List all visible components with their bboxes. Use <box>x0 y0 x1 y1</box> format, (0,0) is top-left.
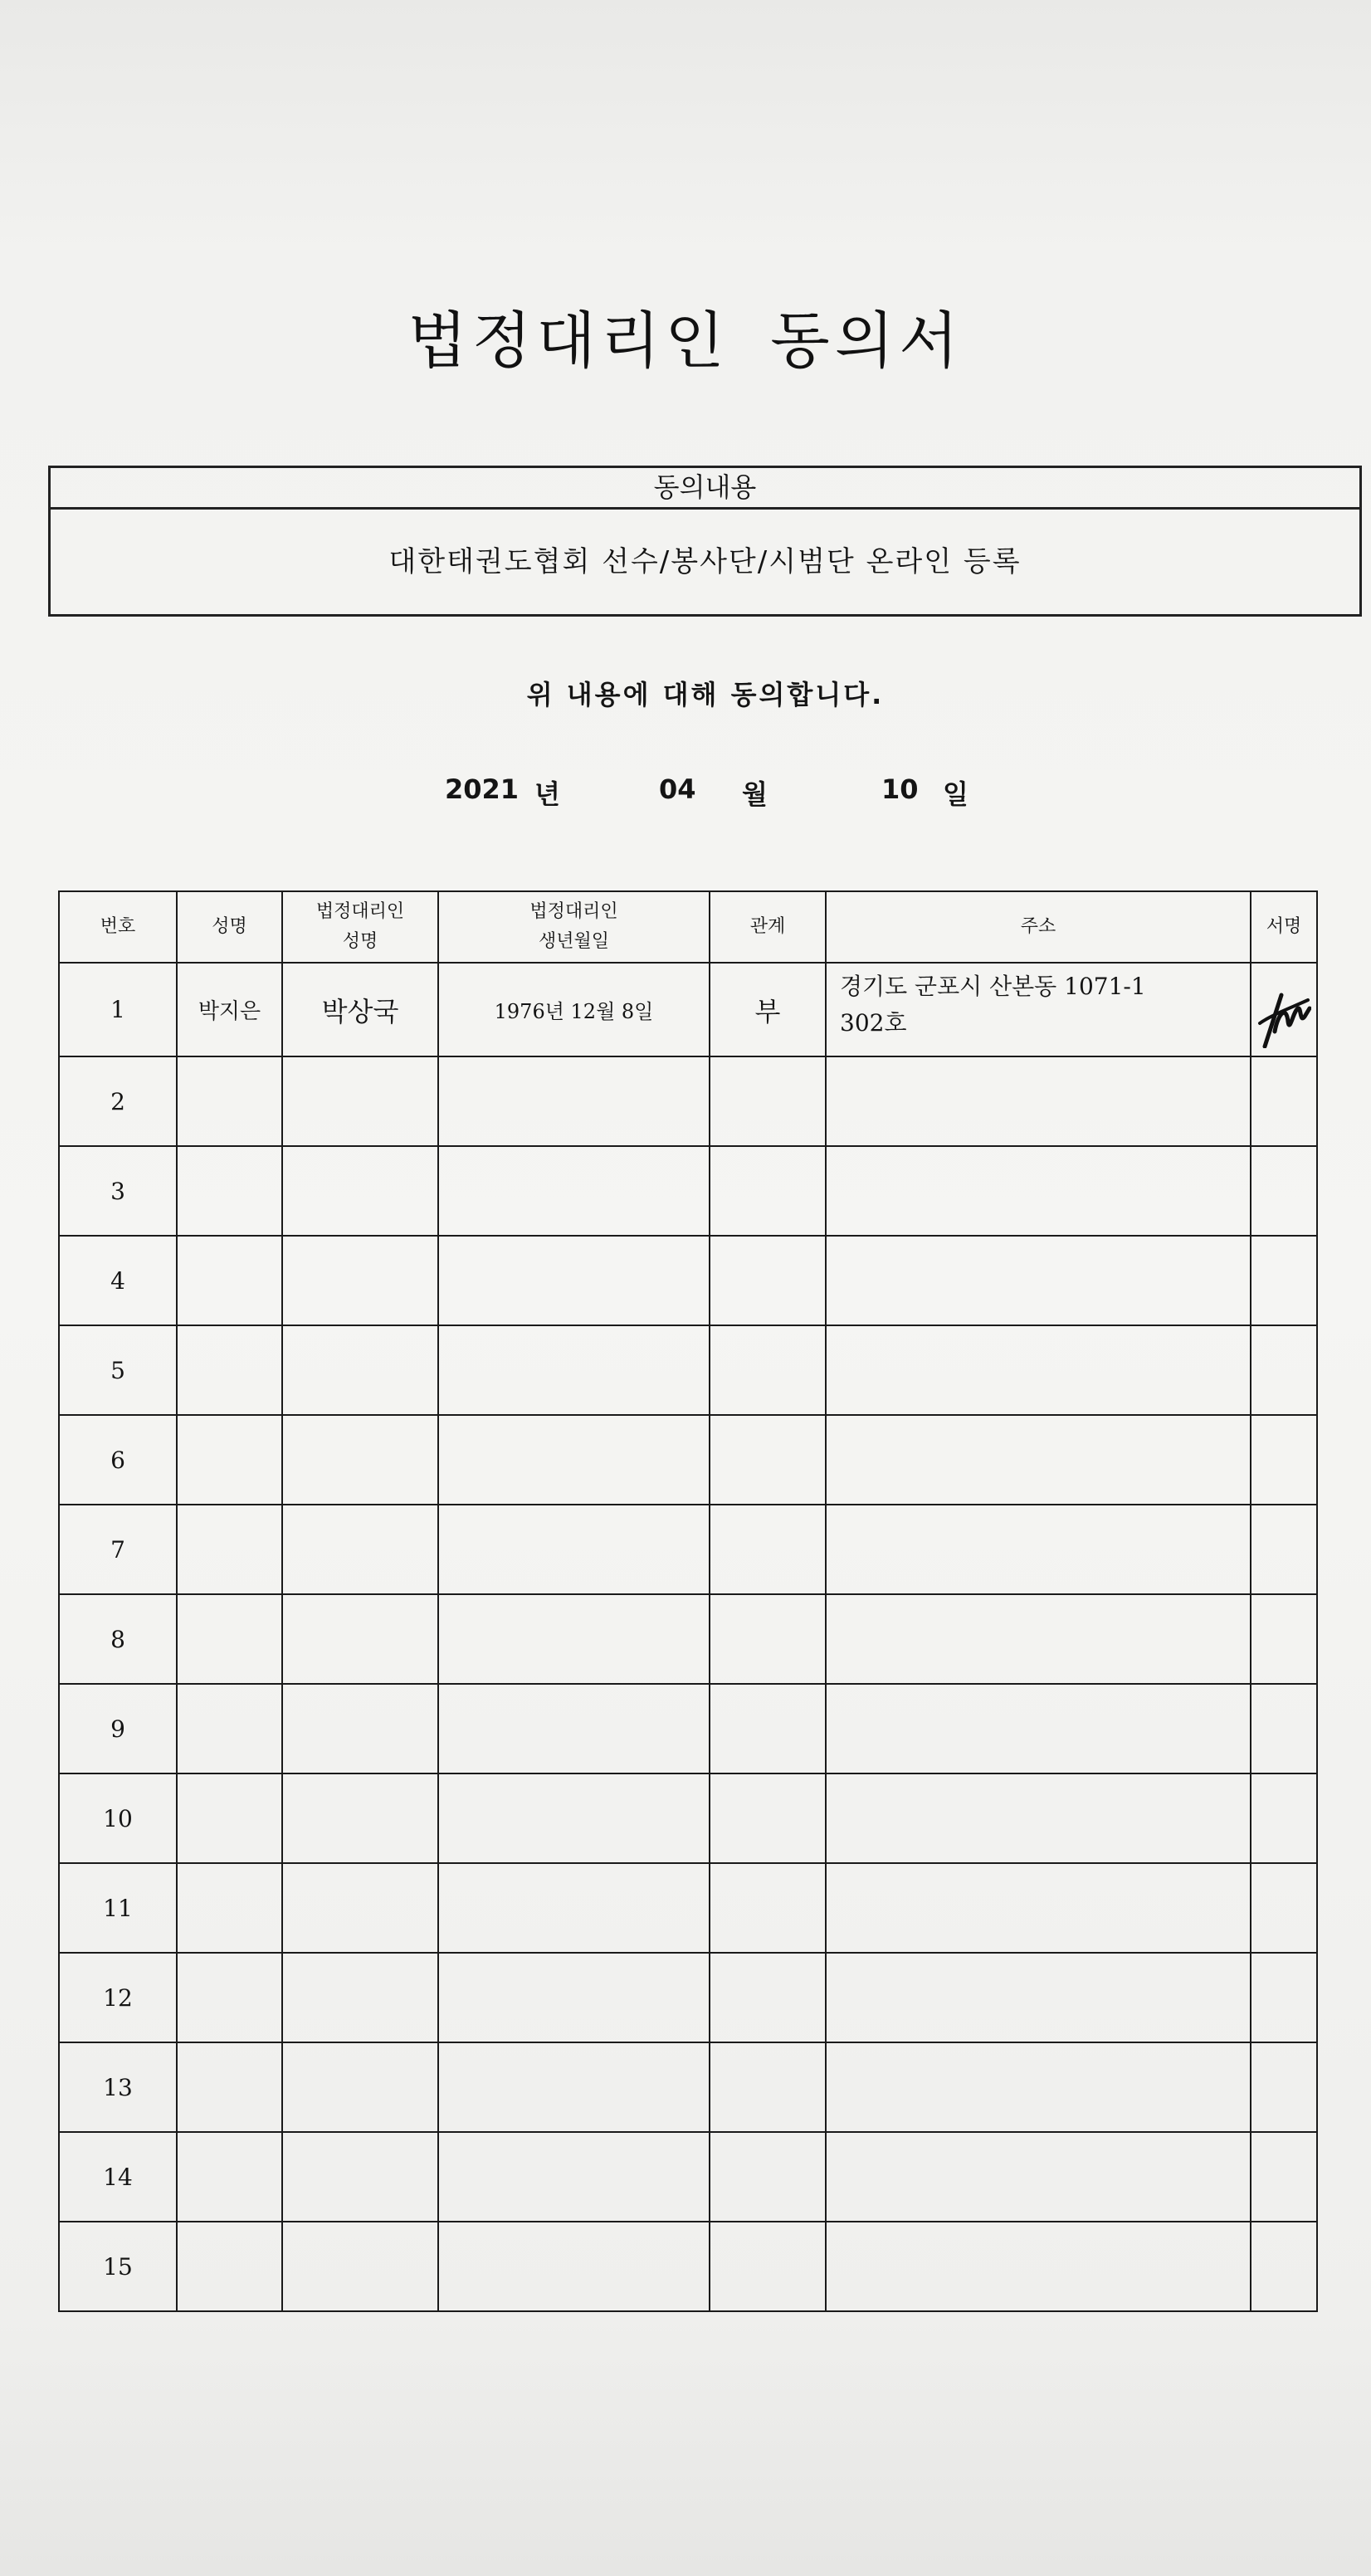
empty-cell <box>177 1773 282 1863</box>
empty-cell <box>177 1684 282 1773</box>
relation: 부 <box>710 963 826 1056</box>
empty-cell <box>177 1325 282 1415</box>
empty-cell <box>710 2222 826 2311</box>
table-row <box>59 1415 1317 1505</box>
row-number: 10 <box>59 1773 177 1863</box>
table-row <box>59 1594 1317 1684</box>
empty-cell <box>282 1953 438 2042</box>
empty-cell <box>438 1325 710 1415</box>
empty-cell <box>438 1684 710 1773</box>
date-month: 04 <box>659 773 696 805</box>
date-day-unit: 일 <box>943 778 968 810</box>
address <box>826 963 1251 1056</box>
document-title: 법정대리인 동의서 <box>407 305 964 377</box>
header-number: 번호 <box>59 891 177 963</box>
header-guardian-birth-line2: 생년월일 <box>538 931 609 952</box>
empty-cell <box>282 1415 438 1505</box>
empty-cell <box>177 1146 282 1236</box>
empty-cell <box>710 1863 826 1953</box>
empty-cell <box>826 2042 1251 2132</box>
empty-cell <box>282 1056 438 1146</box>
empty-cell <box>710 2042 826 2132</box>
empty-cell <box>1251 1684 1317 1773</box>
student-name: 박지은 <box>177 963 282 1056</box>
empty-cell <box>826 1146 1251 1236</box>
table-row <box>59 1056 1317 1146</box>
empty-cell <box>438 2042 710 2132</box>
empty-cell <box>438 1146 710 1236</box>
table-row <box>59 1236 1317 1325</box>
empty-cell <box>438 1505 710 1594</box>
empty-cell <box>1251 2042 1317 2132</box>
table-row <box>59 1684 1317 1773</box>
empty-cell <box>826 1505 1251 1594</box>
empty-cell <box>1251 1773 1317 1863</box>
empty-cell <box>826 1594 1251 1684</box>
header-relation: 관계 <box>710 891 826 963</box>
empty-cell <box>710 2132 826 2222</box>
empty-cell <box>826 1325 1251 1415</box>
empty-cell <box>1251 1056 1317 1146</box>
empty-cell <box>177 2222 282 2311</box>
header-address: 주소 <box>826 891 1251 963</box>
empty-cell <box>1251 1594 1317 1684</box>
row-number: 1 <box>59 963 177 1056</box>
empty-cell <box>710 1773 826 1863</box>
header-guardian-name-line1: 법정대리인 <box>315 901 405 922</box>
empty-cell <box>282 1505 438 1594</box>
empty-cell <box>282 1594 438 1684</box>
empty-cell <box>826 1773 1251 1863</box>
row-number: 8 <box>59 1594 177 1684</box>
address-line2: 302호 <box>840 1009 907 1037</box>
empty-cell <box>282 1863 438 1953</box>
table-row <box>59 963 1317 1056</box>
row-number: 15 <box>59 2222 177 2311</box>
row-number: 3 <box>59 1146 177 1236</box>
empty-cell <box>438 2222 710 2311</box>
empty-cell <box>710 1415 826 1505</box>
empty-cell <box>1251 1953 1317 2042</box>
empty-cell <box>177 1953 282 2042</box>
table-row <box>59 2222 1317 2311</box>
address-line1: 경기도 군포시 산본동 1071-1 <box>840 973 1146 1000</box>
date-year-unit: 년 <box>534 778 560 810</box>
handwritten-signature <box>1256 972 1311 1048</box>
header-guardian-name-line2: 성명 <box>342 931 378 952</box>
empty-cell <box>177 1236 282 1325</box>
row-number: 13 <box>59 2042 177 2132</box>
empty-cell <box>710 1594 826 1684</box>
table-header-row <box>59 891 1317 963</box>
date-day: 10 <box>881 773 919 805</box>
empty-cell <box>177 1505 282 1594</box>
empty-cell <box>438 1415 710 1505</box>
empty-cell <box>438 1056 710 1146</box>
empty-cell <box>282 1773 438 1863</box>
empty-cell <box>710 1056 826 1146</box>
empty-cell <box>177 1863 282 1953</box>
empty-cell <box>1251 1325 1317 1415</box>
date-year: 2021 <box>445 773 520 805</box>
empty-cell <box>282 1146 438 1236</box>
empty-cell <box>438 1863 710 1953</box>
table-row <box>59 1953 1317 2042</box>
table-row <box>59 1505 1317 1594</box>
empty-cell <box>282 1684 438 1773</box>
empty-cell <box>710 1325 826 1415</box>
empty-cell <box>177 2132 282 2222</box>
header-guardian-birth-line1: 법정대리인 <box>529 901 618 922</box>
empty-cell <box>438 1773 710 1863</box>
table-row <box>59 2132 1317 2222</box>
empty-cell <box>438 1236 710 1325</box>
consent-box <box>48 466 1362 617</box>
empty-cell <box>710 1236 826 1325</box>
empty-cell <box>710 1684 826 1773</box>
empty-cell <box>282 2042 438 2132</box>
empty-cell <box>826 2222 1251 2311</box>
row-number: 4 <box>59 1236 177 1325</box>
guardian-name: 박상국 <box>282 963 438 1056</box>
empty-cell <box>826 1863 1251 1953</box>
consent-header: 동의내용 <box>51 468 1359 510</box>
empty-cell <box>1251 2222 1317 2311</box>
empty-cell <box>438 1594 710 1684</box>
empty-cell <box>177 1056 282 1146</box>
agree-statement: 위 내용에 대해 동의합니다. <box>526 679 885 710</box>
empty-cell <box>177 1594 282 1684</box>
date-month-unit: 월 <box>742 778 768 810</box>
empty-cell <box>282 1236 438 1325</box>
empty-cell <box>1251 1415 1317 1505</box>
empty-cell <box>1251 1863 1317 1953</box>
empty-cell <box>826 1236 1251 1325</box>
empty-cell <box>826 2132 1251 2222</box>
row-number: 2 <box>59 1056 177 1146</box>
row-number: 9 <box>59 1684 177 1773</box>
header-name: 성명 <box>177 891 282 963</box>
row-number: 14 <box>59 2132 177 2222</box>
empty-cell <box>710 1953 826 2042</box>
empty-cell <box>826 1953 1251 2042</box>
row-number: 5 <box>59 1325 177 1415</box>
consent-content: 대한태권도협회 선수/봉사단/시범단 온라인 등록 <box>388 545 1022 578</box>
empty-cell <box>710 1505 826 1594</box>
table-row <box>59 1146 1317 1236</box>
empty-cell <box>826 1056 1251 1146</box>
empty-cell <box>282 2222 438 2311</box>
empty-cell <box>1251 1505 1317 1594</box>
table-row <box>59 1325 1317 1415</box>
empty-cell <box>177 1415 282 1505</box>
header-guardian-birth <box>438 891 710 963</box>
row-number: 6 <box>59 1415 177 1505</box>
empty-cell <box>826 1415 1251 1505</box>
row-number: 7 <box>59 1505 177 1594</box>
header-signature: 서명 <box>1251 891 1317 963</box>
empty-cell <box>1251 1236 1317 1325</box>
row-number: 12 <box>59 1953 177 2042</box>
header-guardian-name <box>282 891 438 963</box>
signature-cell <box>1251 963 1317 1056</box>
empty-cell <box>826 1684 1251 1773</box>
table-row <box>59 2042 1317 2132</box>
empty-cell <box>282 1325 438 1415</box>
row-number: 11 <box>59 1863 177 1953</box>
empty-cell <box>710 1146 826 1236</box>
empty-cell <box>438 1953 710 2042</box>
table-row <box>59 1773 1317 1863</box>
guardian-table <box>58 890 1318 2312</box>
empty-cell <box>177 2042 282 2132</box>
guardian-birthdate: 1976년 12월 8일 <box>438 963 710 1056</box>
empty-cell <box>282 2132 438 2222</box>
empty-cell <box>1251 2132 1317 2222</box>
table-row <box>59 1863 1317 1953</box>
empty-cell <box>1251 1146 1317 1236</box>
empty-cell <box>438 2132 710 2222</box>
